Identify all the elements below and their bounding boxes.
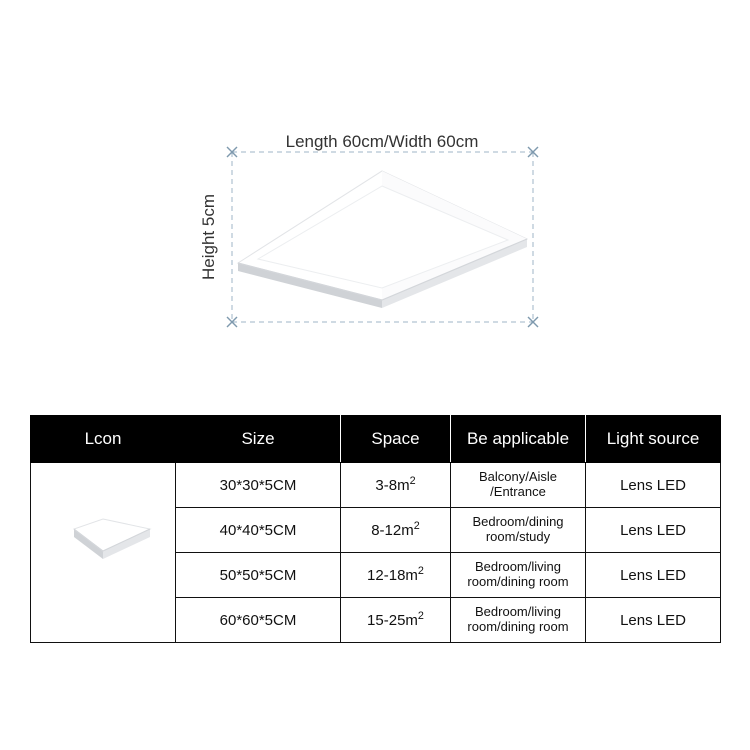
space-unit: m xyxy=(405,566,418,584)
cell-applicable xyxy=(451,508,586,553)
cell-space xyxy=(341,598,451,643)
cell-size: 60*60*5CM xyxy=(176,598,341,643)
space-value: 15-25 xyxy=(367,611,406,629)
cell-light-source: Lens LED xyxy=(586,463,721,508)
cell-applicable xyxy=(451,553,586,598)
space-value: 3-8 xyxy=(375,476,398,494)
applicable-line-2: room/dining room xyxy=(467,574,569,589)
cell-light-source: Lens LED xyxy=(586,553,721,598)
space-unit: m xyxy=(401,521,414,539)
column-header-light-source: Light source xyxy=(586,416,721,463)
width-dimension-label: Length 60cm/Width 60cm xyxy=(285,132,479,151)
space-exponent: 2 xyxy=(417,564,424,577)
cell-applicable xyxy=(451,598,586,643)
space-value: 8-12 xyxy=(371,521,402,539)
space-unit: m xyxy=(405,611,418,629)
square-lamp-icon xyxy=(31,463,175,642)
cell-size: 40*40*5CM xyxy=(176,508,341,553)
cell-light-source: Lens LED xyxy=(586,598,721,643)
lamp-thumbnail-cell xyxy=(31,463,176,643)
space-value: 12-18 xyxy=(367,566,406,584)
applicable-line-2: room/study xyxy=(485,529,551,544)
applicable-line-1: Bedroom/living xyxy=(475,604,561,620)
applicable-line-2: /Entrance xyxy=(490,484,546,499)
column-header-icon: Lcon xyxy=(31,416,176,463)
table-header-row xyxy=(31,416,721,463)
table-row xyxy=(31,463,721,508)
space-exponent: 2 xyxy=(417,609,424,622)
lamp-illustration-large xyxy=(238,171,527,308)
column-header-size: Size xyxy=(176,416,341,463)
cell-space xyxy=(341,508,451,553)
applicable-line-1: Bedroom/living xyxy=(475,559,561,575)
cell-size: 30*30*5CM xyxy=(176,463,341,508)
cell-light-source: Lens LED xyxy=(586,508,721,553)
cell-applicable xyxy=(451,463,586,508)
height-dimension-label: Height 5cm xyxy=(199,194,218,280)
cell-space xyxy=(341,553,451,598)
column-header-applicable: Be applicable xyxy=(451,416,586,463)
space-exponent: 2 xyxy=(409,474,416,487)
specification-table xyxy=(30,415,721,643)
applicable-line-2: room/dining room xyxy=(467,619,569,634)
cell-size: 50*50*5CM xyxy=(176,553,341,598)
applicable-line-1: Bedroom/dining xyxy=(472,514,564,530)
applicable-line-1: Balcony/Aisle xyxy=(478,469,558,485)
table-header xyxy=(31,416,721,463)
space-unit: m xyxy=(397,476,410,494)
column-header-space: Space xyxy=(341,416,451,463)
cell-space xyxy=(341,463,451,508)
space-exponent: 2 xyxy=(413,519,420,532)
